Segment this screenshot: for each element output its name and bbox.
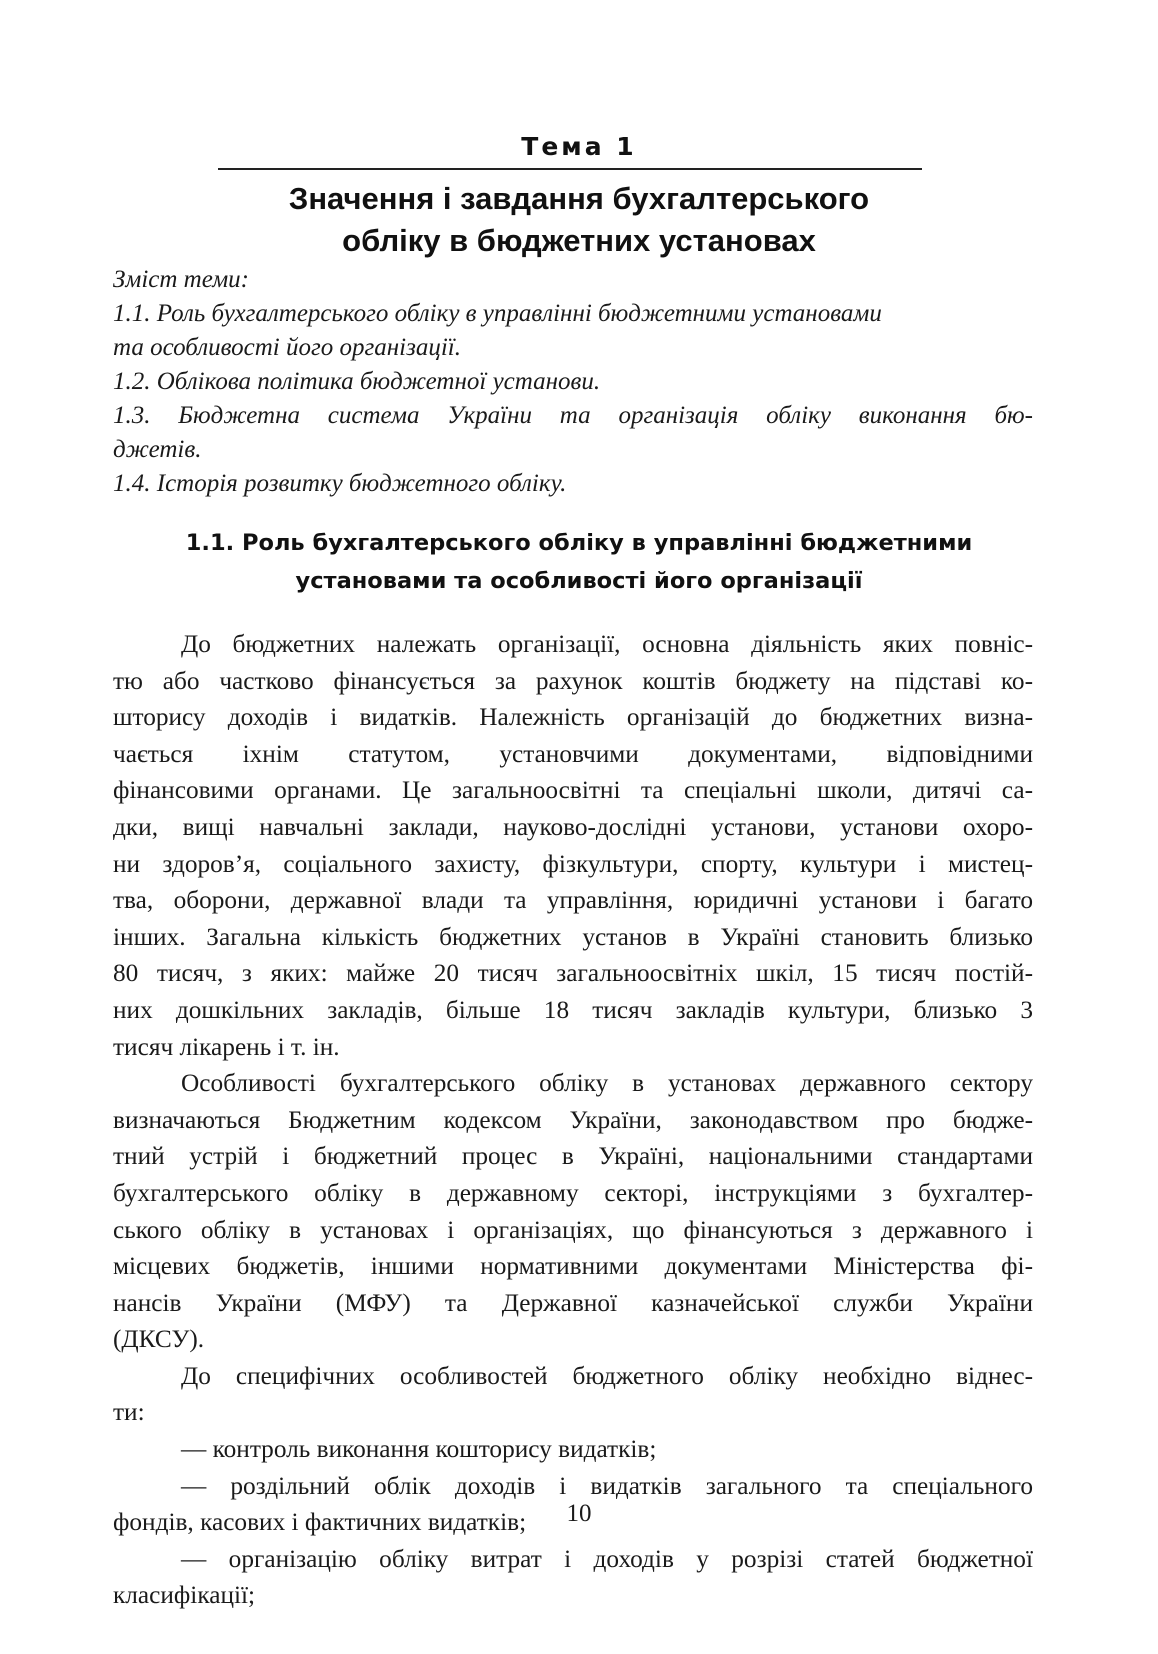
paragraph-line: дки, вищі навчальні заклади, науково-дослідні установи, установи охоро- xyxy=(113,812,1033,841)
paragraph-line: тва, оборони, державної влади та управління, юридичні установи і багато xyxy=(113,886,1033,915)
paragraph-line: 80 тисяч, з яких: майже 20 тисяч загальноосвітніх шкіл, 15 тисяч постій- xyxy=(113,959,1033,988)
paragraph-line: них дошкільних закладів, більше 18 тисяч закладів культури, близько 3 xyxy=(113,995,1033,1024)
toc-item: 1.2. Облікова політика бюджетної установи. xyxy=(113,368,601,395)
paragraph-line: ського обліку в установах і організаціях, що фінансуються з державного і xyxy=(113,1215,1033,1244)
paragraph-line: До бюджетних належать організації, основна діяльність яких повніс- xyxy=(181,630,1033,658)
toc-item: джетів. xyxy=(113,436,202,463)
paragraph-line: ти: xyxy=(113,1398,145,1427)
title-divider xyxy=(218,168,922,170)
paragraph-line: тисяч лікарень і т. ін. xyxy=(113,1032,340,1061)
paragraph-line: Особливості бухгалтерського обліку в установах державного сектору xyxy=(181,1069,1033,1098)
theme-label: Тема 1 xyxy=(521,132,637,161)
paragraph-line: тний устрій і бюджетний процес в Україні, національними стандартами xyxy=(113,1142,1033,1171)
table-of-contents xyxy=(113,263,1033,501)
list-item: — роздільний облік доходів і видатків загального та спеціального xyxy=(181,1471,1033,1500)
paragraph-line: тю або частково фінансується за рахунок коштів бюджету на підставі ко- xyxy=(113,666,1033,695)
paragraph-line: бухгалтерського обліку в державному секторі, інструкціями з бухгалтер- xyxy=(113,1178,1033,1207)
paragraph-line: шторису доходів і видатків. Належність організацій до бюджетних визна- xyxy=(113,703,1033,732)
paragraph-line: місцевих бюджетів, іншими нормативними документами Міністерства фі- xyxy=(113,1252,1033,1281)
section-heading-line: установами та особливості його організації xyxy=(295,568,863,594)
list-item: — організацію обліку витрат і доходів у розрізі статей бюджетної xyxy=(181,1544,1033,1573)
list-item-continuation: класифікації; xyxy=(113,1581,256,1610)
section-heading-line: 1.1. Роль бухгалтерського обліку в управлінні бюджетними xyxy=(185,530,973,556)
toc-item: 1.1. Роль бухгалтерського обліку в управлінні бюджетними установами xyxy=(113,300,882,327)
paragraph-line: чається іхнім статутом, установчими документами, відповідними xyxy=(113,739,1033,768)
chapter-title-line: Значення і завдання бухгалтерського xyxy=(288,181,870,216)
toc-heading: Зміст теми: xyxy=(113,266,249,293)
paragraph-line: інших. Загальна кількість бюджетних установ в Україні становить близько xyxy=(113,922,1033,951)
paragraph-line: нансів України (МФУ) та Державної казначейської служби України xyxy=(113,1288,1033,1317)
paragraph-line: (ДКСУ). xyxy=(113,1325,205,1354)
toc-item: 1.4. Історія розвитку бюджетного обліку. xyxy=(113,470,567,497)
chapter-title xyxy=(0,178,1158,262)
toc-item: та особливості його організації. xyxy=(113,334,461,361)
paragraph-line: ни здоров’я, соціального захисту, фізкультури, спорту, культури і мистец- xyxy=(113,849,1033,878)
paragraph-line: До специфічних особливостей бюджетного обліку необхідно віднес- xyxy=(181,1361,1033,1390)
chapter-title-line: обліку в бюджетних установах xyxy=(342,223,816,258)
list-item-continuation: фондів, касових і фактичних видатків; xyxy=(113,1508,527,1537)
section-heading xyxy=(0,524,1158,600)
paragraph-line: визначаються Бюджетним кодексом України, законодавством про бюдже- xyxy=(113,1105,1033,1134)
body-text xyxy=(113,626,1033,1614)
list-item: — контроль виконання кошторису видатків; xyxy=(181,1435,657,1464)
toc-item: 1.3. Бюджетна система України та організація обліку виконання бю- xyxy=(113,402,1033,429)
page-number: 10 xyxy=(566,1500,592,1527)
paragraph-line: фінансовими органами. Це загальноосвітні та спеціальні школи, дитячі са- xyxy=(113,776,1033,805)
